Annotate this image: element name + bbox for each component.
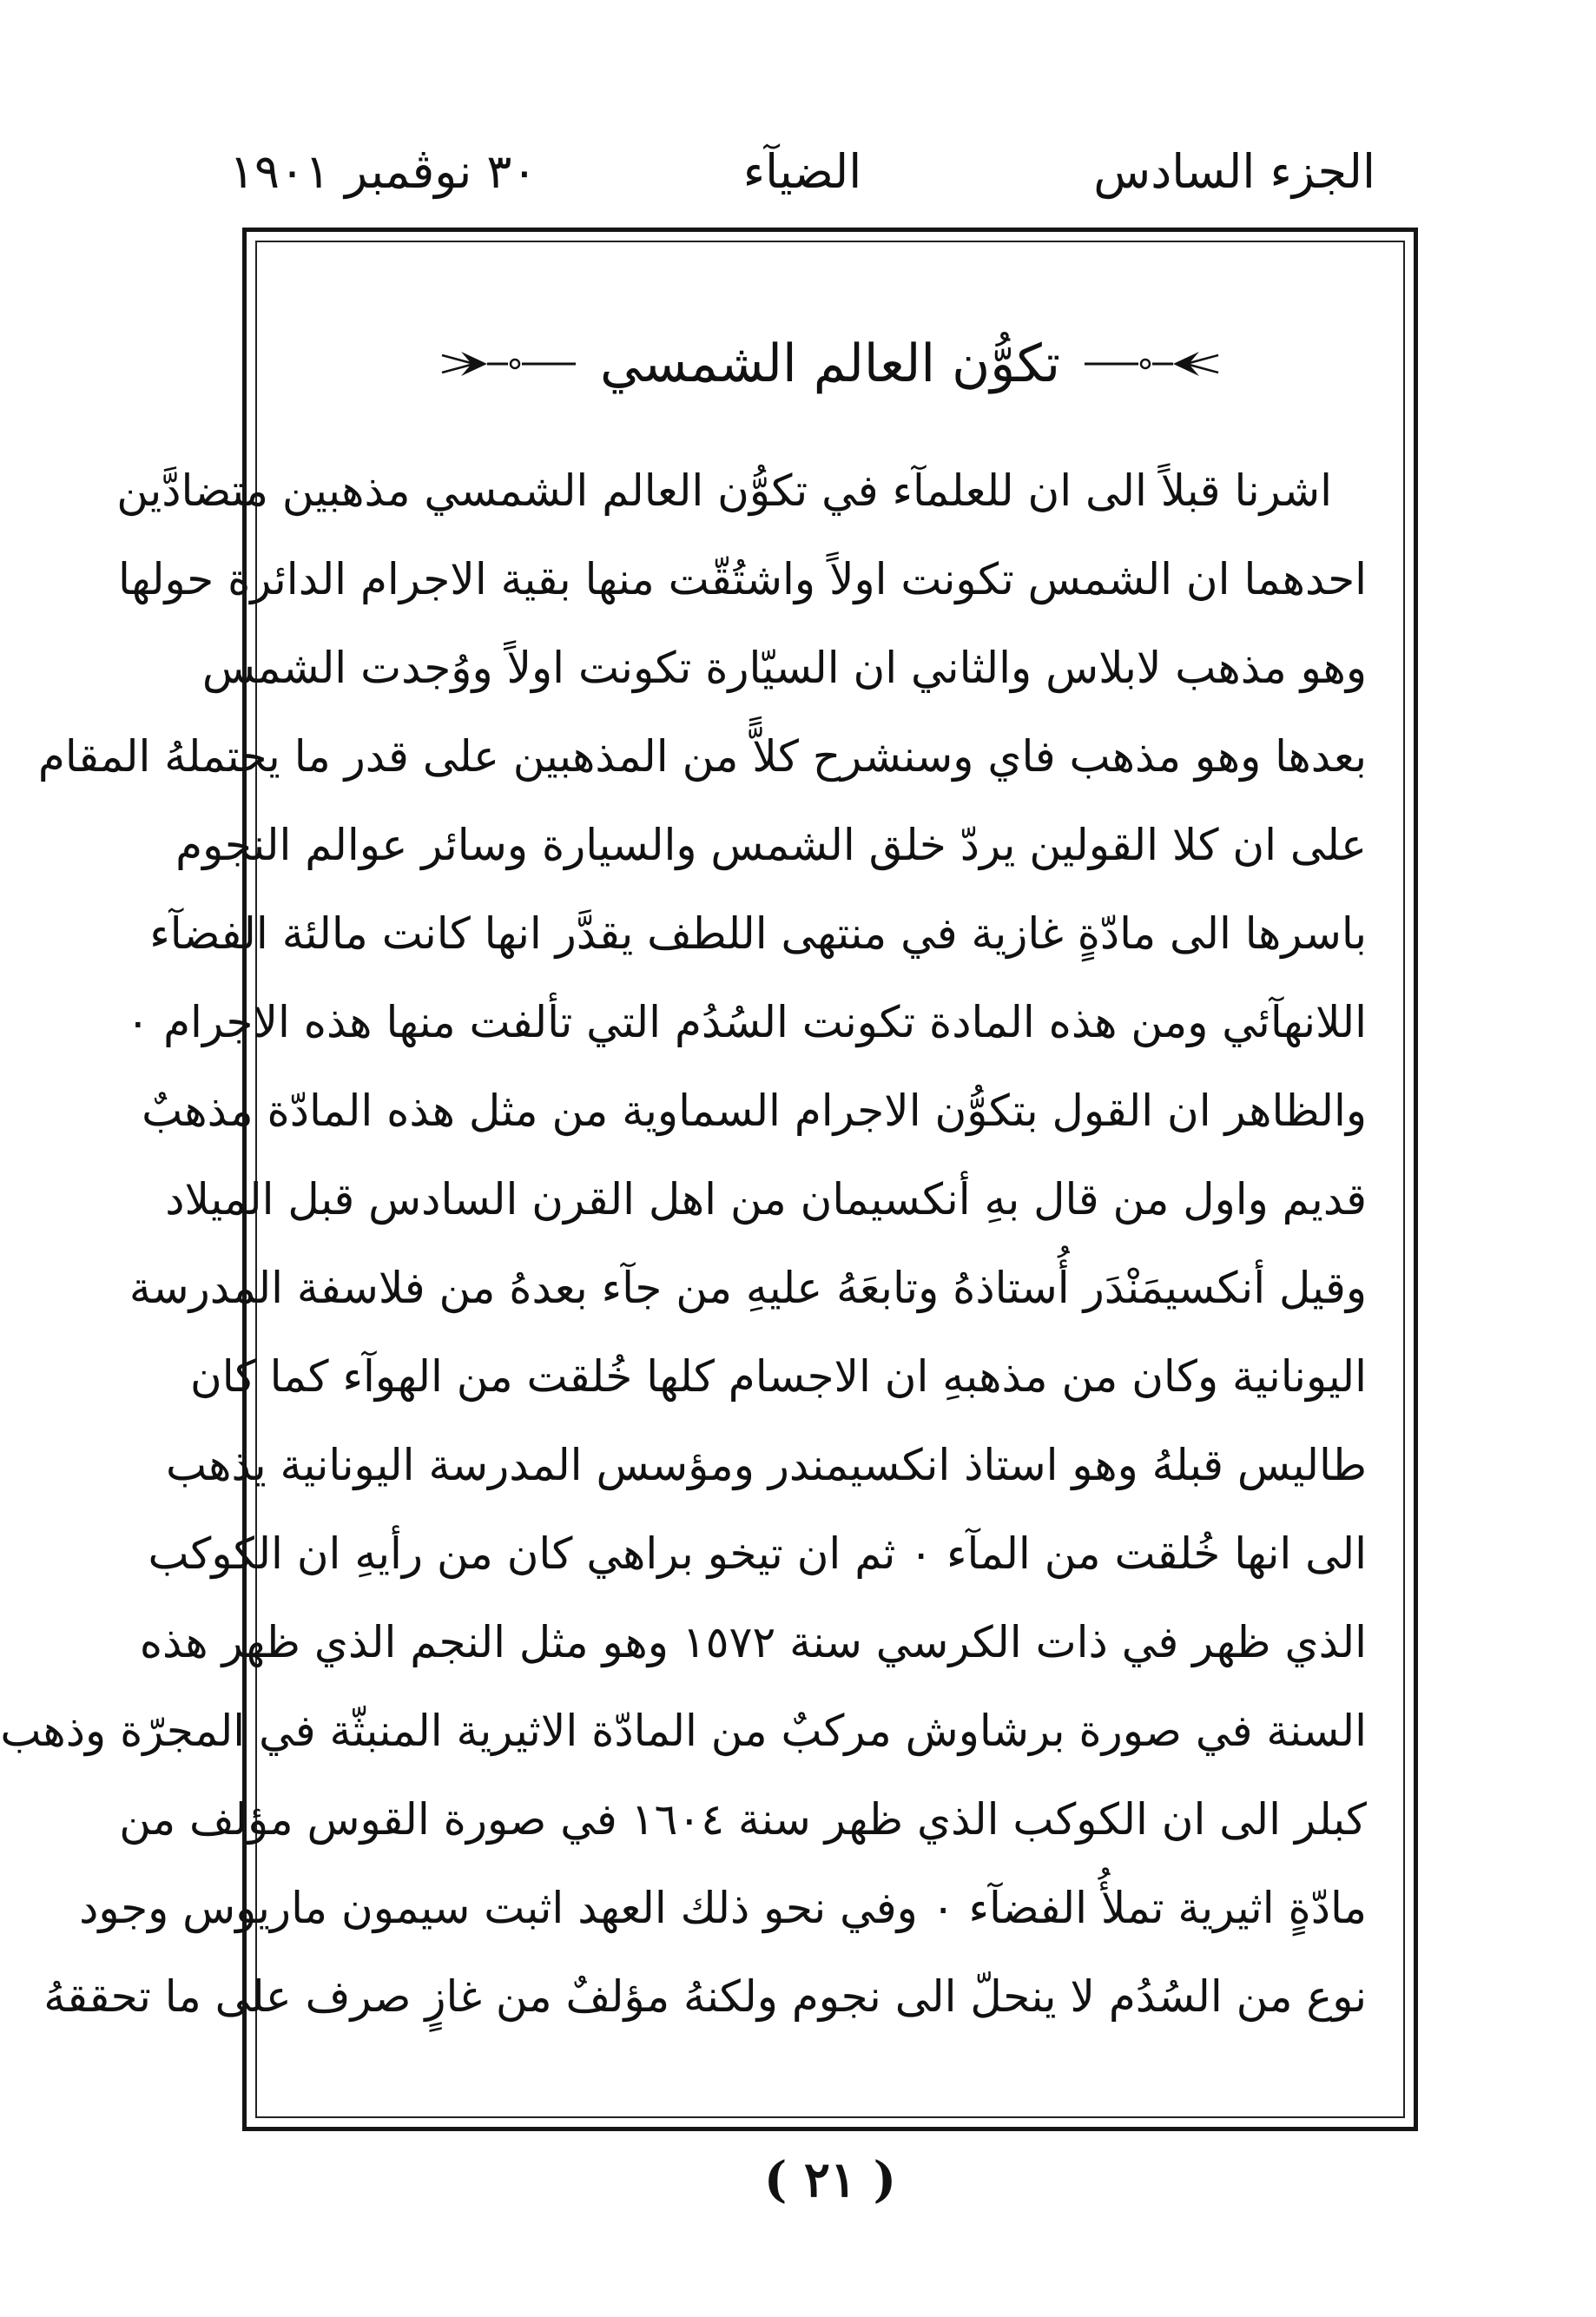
text-line: والظاهر ان القول بتكوُّن الاجرام السماوية من مثل هذه المادّة مذهبٌ bbox=[142, 1086, 1367, 1136]
page-frame-inner bbox=[0, 241, 1405, 2118]
title-block bbox=[257, 320, 1403, 407]
journal-name: الضيآء bbox=[742, 144, 862, 199]
issue-date: ٣٠ نوڤمبر ١٩٠١ bbox=[229, 144, 537, 199]
article-body bbox=[0, 446, 1367, 2041]
text-line: احدهما ان الشمس تكونت اولاً واشتُقّت منها بقية الاجرام الدائرة حولها bbox=[117, 554, 1367, 604]
text-line: باسرها الى مادّةٍ غازية في منتهى اللطف يقدَّر انها كانت مالئة الفضآء bbox=[149, 908, 1367, 959]
text-line: بعدها وهو مذهب فاي وسنشرح كلاًّ من المذهبين على قدر ما يحتملهُ المقام bbox=[37, 731, 1367, 782]
text-line: الى انها خُلقت من المآء ٠ ثم ان تيخو براهي كان من رأيهِ ان الكوكب bbox=[148, 1528, 1367, 1579]
text-line: مادّةٍ اثيرية تملأُ الفضآء ٠ وفي نحو ذلك العهد اثبت سيمون ماريوس وجود bbox=[79, 1883, 1367, 1933]
text-line: نوع من السُدُم لا ينحلّ الى نجوم ولكنهُ مؤلفٌ من غازٍ صرف على ما تحققهُ bbox=[43, 1971, 1367, 2022]
title-ornament-left bbox=[435, 347, 583, 381]
text-line: اشرنا قبلاً الى ان للعلمآء في تكوُّن العالم الشمسي مذهبين متضادَّين bbox=[116, 465, 1332, 516]
text-line: اليونانية وكان من مذهبهِ ان الاجسام كلها خُلقت من الهوآء كما كان bbox=[189, 1351, 1367, 1402]
text-line: وقيل أنكسيمَنْدَر أُستاذهُ وتابعَهُ عليهِ من جآء بعدهُ من فلاسفة المدرسة bbox=[129, 1263, 1367, 1313]
text-line: الذي ظهر في ذات الكرسي سنة ١٥٧٢ وهو مثل النجم الذي ظهر هذه bbox=[139, 1617, 1367, 1667]
text-line: وهو مذهب لابلاس والثاني ان السيّارة تكونت اولاً ووُجدت الشمس bbox=[201, 643, 1367, 693]
section-label: الجزء السادس bbox=[1093, 144, 1375, 199]
text-line: قديم واول من قال بهِ أنكسيمان من اهل القرن السادس قبل الميلاد bbox=[165, 1174, 1367, 1225]
page-frame bbox=[0, 228, 1418, 2131]
article-title: تكوُّن العالم الشمسي bbox=[599, 333, 1061, 394]
text-line: السنة في صورة برشاوش مركبٌ من المادّة الاثيرية المنبثّة في المجرّة وذهب bbox=[0, 1706, 1367, 1756]
page-number: ( ٢١ ) bbox=[763, 2151, 897, 2208]
text-line: على ان كلا القولين يردّ خلق الشمس والسيارة وسائر عوالم النجوم bbox=[175, 820, 1367, 870]
title-ornament-right bbox=[1078, 347, 1225, 381]
running-head bbox=[229, 137, 1375, 215]
text-line: كبلر الى ان الكوكب الذي ظهر سنة ١٦٠٤ في صورة القوس مؤلف من bbox=[119, 1794, 1367, 1845]
text-line: طاليس قبلهُ وهو استاذ انكسيمندر ومؤسس المدرسة اليونانية يذهب bbox=[166, 1440, 1367, 1490]
text-line: اللانهآئي ومن هذه المادة تكونت السُدُم التي تألفت منها هذه الاجرام ٠ bbox=[126, 997, 1367, 1047]
